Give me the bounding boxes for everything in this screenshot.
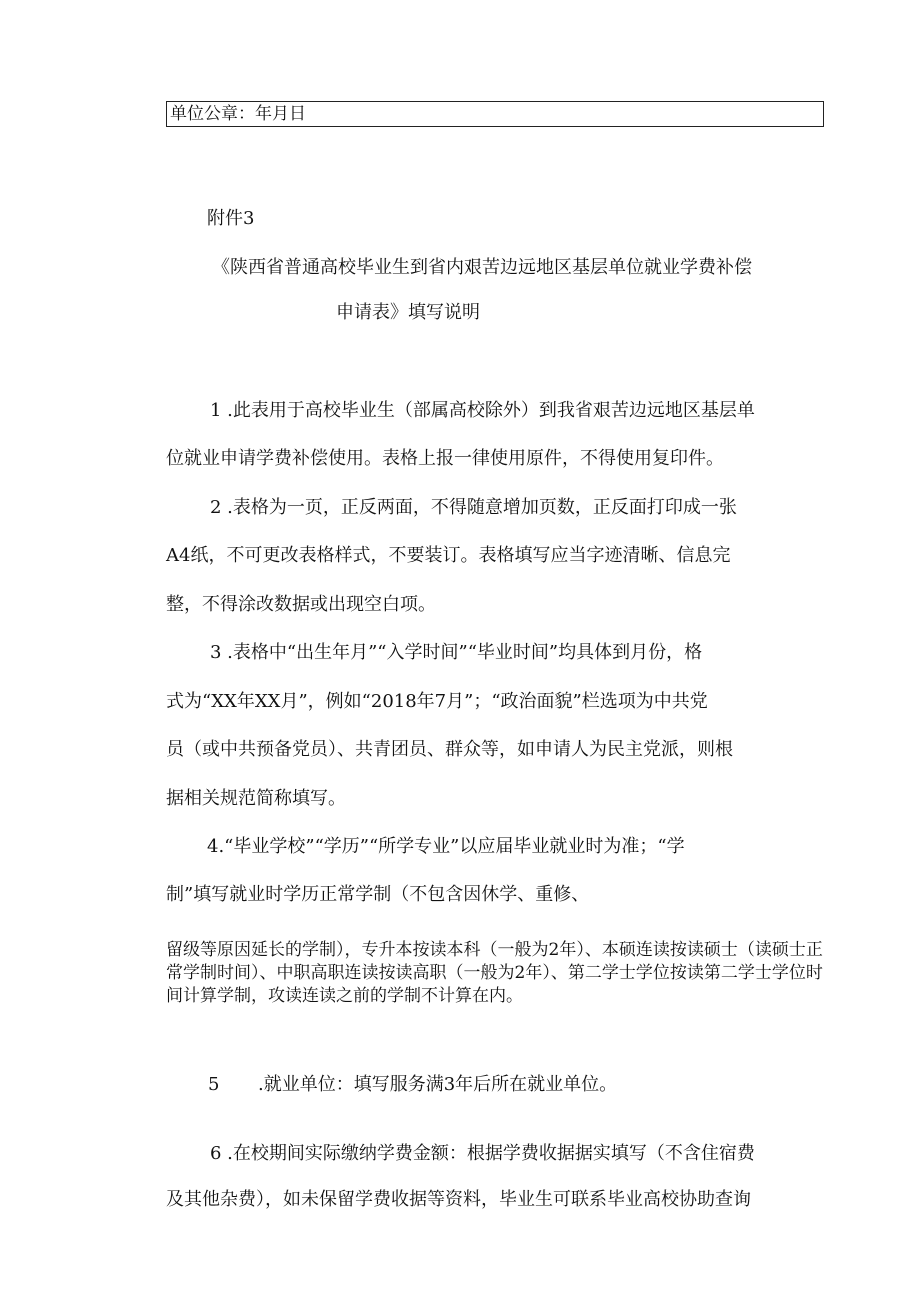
item-6-line-1: 6 .在校期间实际缴纳学费金额：根据学费收据据实填写（不含住宿费	[210, 1143, 755, 1164]
document-title-line-2: 申请表》填写说明	[336, 302, 480, 323]
item-3-line-3: 员（或中共预备党员）、共青团员、群众等，如申请人为民主党派，则根	[166, 739, 733, 760]
item-4-line-1: 4.“毕业学校”“学历”“所学专业”以应届毕业就业时为准；“学	[207, 836, 685, 857]
item-2-line-3: 整，不得涂改数据或出现空白项。	[166, 594, 436, 615]
item-6-line-2: 及其他杂费），如未保留学费收据等资料，毕业生可联系毕业高校协助查询	[166, 1189, 751, 1210]
item-2-line-1: 2 .表格为一页，正反两面，不得随意增加页数，正反面打印成一张	[210, 497, 737, 518]
seal-date-box: 单位公章：年月日	[166, 101, 824, 127]
item-3-line-2: 式为“XX年XX月”，例如“2018年7月”；“政治面貌”栏选项为中共党	[166, 691, 708, 712]
item-2-line-2: A4纸，不可更改表格样式，不要装订。表格填写应当字迹清晰、信息完	[166, 545, 731, 566]
item-5-number: 5	[208, 1074, 220, 1095]
document-title-line-1: 《陕西省普通高校毕业生到省内艰苦边远地区基层单位就业学费补偿	[212, 257, 752, 278]
item-4-block: 留级等原因延长的学制），专升本按读本科（一般为2年）、本硕连读按读硕士（读硕士正常学制时间）、中职高职连读按读高职（一般为2年）、第二学士学位按读第二学士学位时间计算学制，攻读连读之前的学制不计算在内。	[166, 940, 823, 1006]
item-3-line-4: 据相关规范简称填写。	[166, 788, 346, 809]
item-3-line-1: 3 .表格中“出生年月”“入学时间”“毕业时间”均具体到月份，格	[210, 642, 703, 663]
attachment-label: 附件3	[207, 208, 255, 229]
item-1-line-2: 位就业申请学费补偿使用。表格上报一律使用原件，不得使用复印件。	[166, 448, 724, 469]
item-4-line-2: 制”填写就业时学历正常学制（不包含因休学、重修、	[166, 884, 590, 905]
item-5-text: .就业单位：填写服务满3年后所在就业单位。	[258, 1074, 618, 1095]
item-1-line-1: 1 .此表用于高校毕业生（部属高校除外）到我省艰苦边远地区基层单	[210, 400, 755, 421]
